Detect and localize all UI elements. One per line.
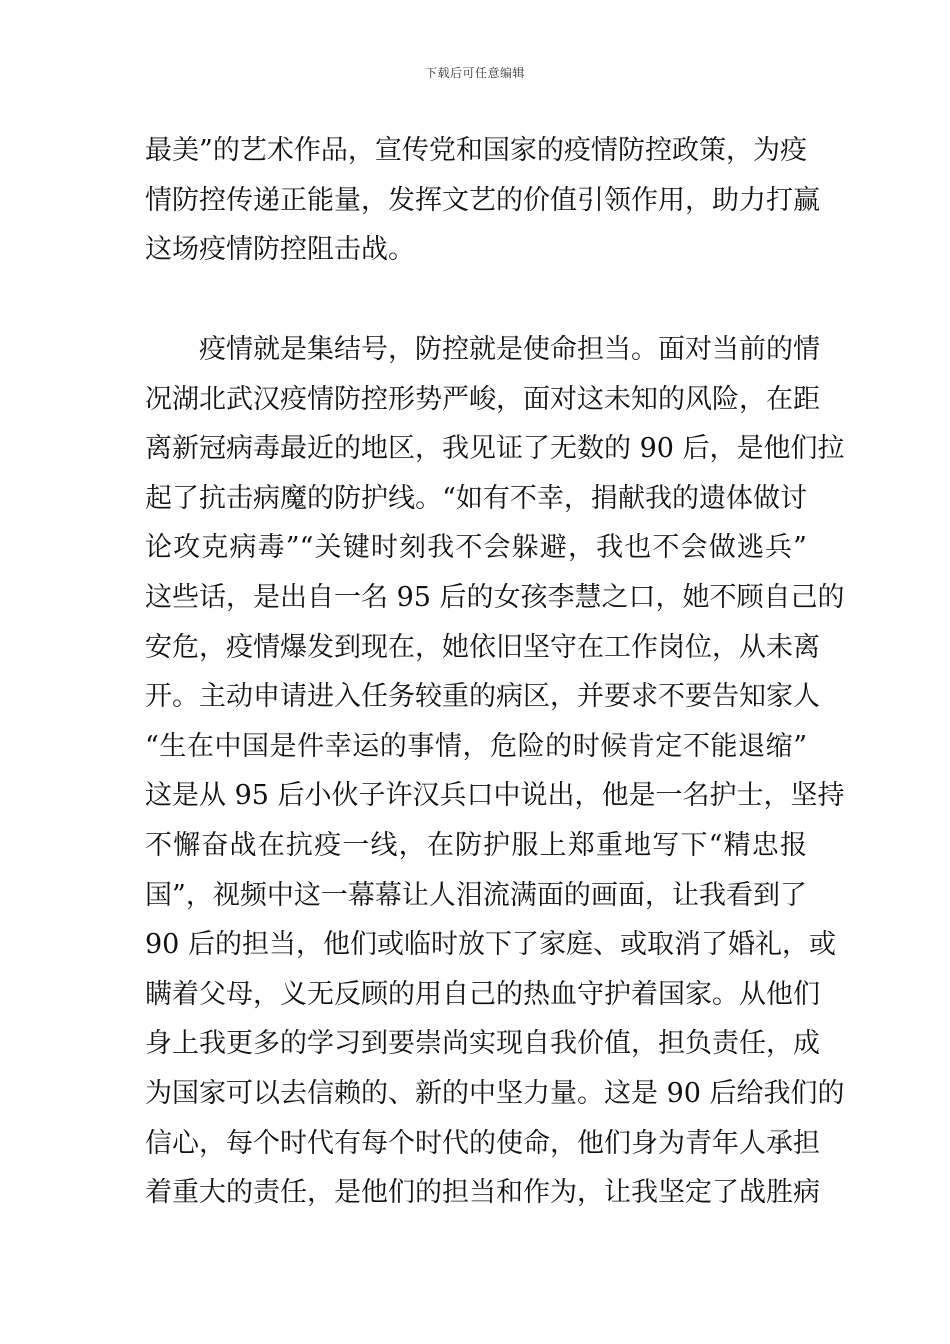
paragraph-1 <box>145 126 820 275</box>
text-line: “生在中国是件幸运的事情，危险的时候肯定不能退缩” <box>145 730 807 762</box>
text-line: 疫情就是集结号，防控就是使命担当。面对当前的情 <box>199 334 820 365</box>
text-line: 这些话，是出自一名 95 后的女孩李慧之口，她不顾自己的 <box>145 581 845 613</box>
text-line: 况湖北武汉疫情防控形势严峻，面对这未知的风险，在距 <box>145 383 820 415</box>
text-line: 90 后的担当，他们或临时放下了家庭、或取消了婚礼，或 <box>145 929 836 961</box>
text-line: 最美”的艺术作品，宣传党和国家的疫情防控政策，为疫 <box>145 135 807 166</box>
text-line: 身上我更多的学习到要崇尚实现自我价值，担负责任，成 <box>145 1028 820 1060</box>
text-line: 开。主动申请进入任务较重的病区，并要求不要告知家人 <box>145 681 820 713</box>
text-line: 论攻克病毒”“关键时刻我不会躲避，我也不会做逃兵” <box>145 532 807 564</box>
text-line: 国”，视频中这一幕幕让人泪流满面的画面，让我看到了 <box>145 879 807 911</box>
text-line: 瞒着父母，义无反顾的用自己的热血守护着国家。从他们 <box>145 978 820 1010</box>
text-line: 为国家可以去信赖的、新的中坚力量。这是 90 后给我们的 <box>145 1077 845 1109</box>
text-line: 情防控传递正能量，发挥文艺的价值引领作用，助力打赢 <box>145 184 820 216</box>
text-line: 信心，每个时代有每个时代的使命，他们身为青年人承担 <box>145 1127 820 1159</box>
text-line: 离新冠病毒最近的地区，我见证了无数的 90 后，是他们拉 <box>145 433 845 465</box>
text-line: 这场疫情防控阻击战。 <box>145 234 415 266</box>
text-line: 这是从 95 后小伙子许汉兵口中说出，他是一名护士，坚持 <box>145 780 845 812</box>
text-line: 不懈奋战在抗疫一线，在防护服上郑重地写下“精忠报 <box>145 829 807 861</box>
page-header: 下载后可任意编辑 <box>424 66 525 80</box>
text-line: 安危，疫情爆发到现在，她依旧坚守在工作岗位，从未离 <box>145 631 820 663</box>
paragraph-2 <box>145 325 845 1218</box>
text-line: 着重大的责任，是他们的担当和作为，让我坚定了战胜病 <box>145 1177 820 1209</box>
text-line: 起了抗击病魔的防护线。“如有不幸，捐献我的遗体做讨 <box>145 482 807 514</box>
